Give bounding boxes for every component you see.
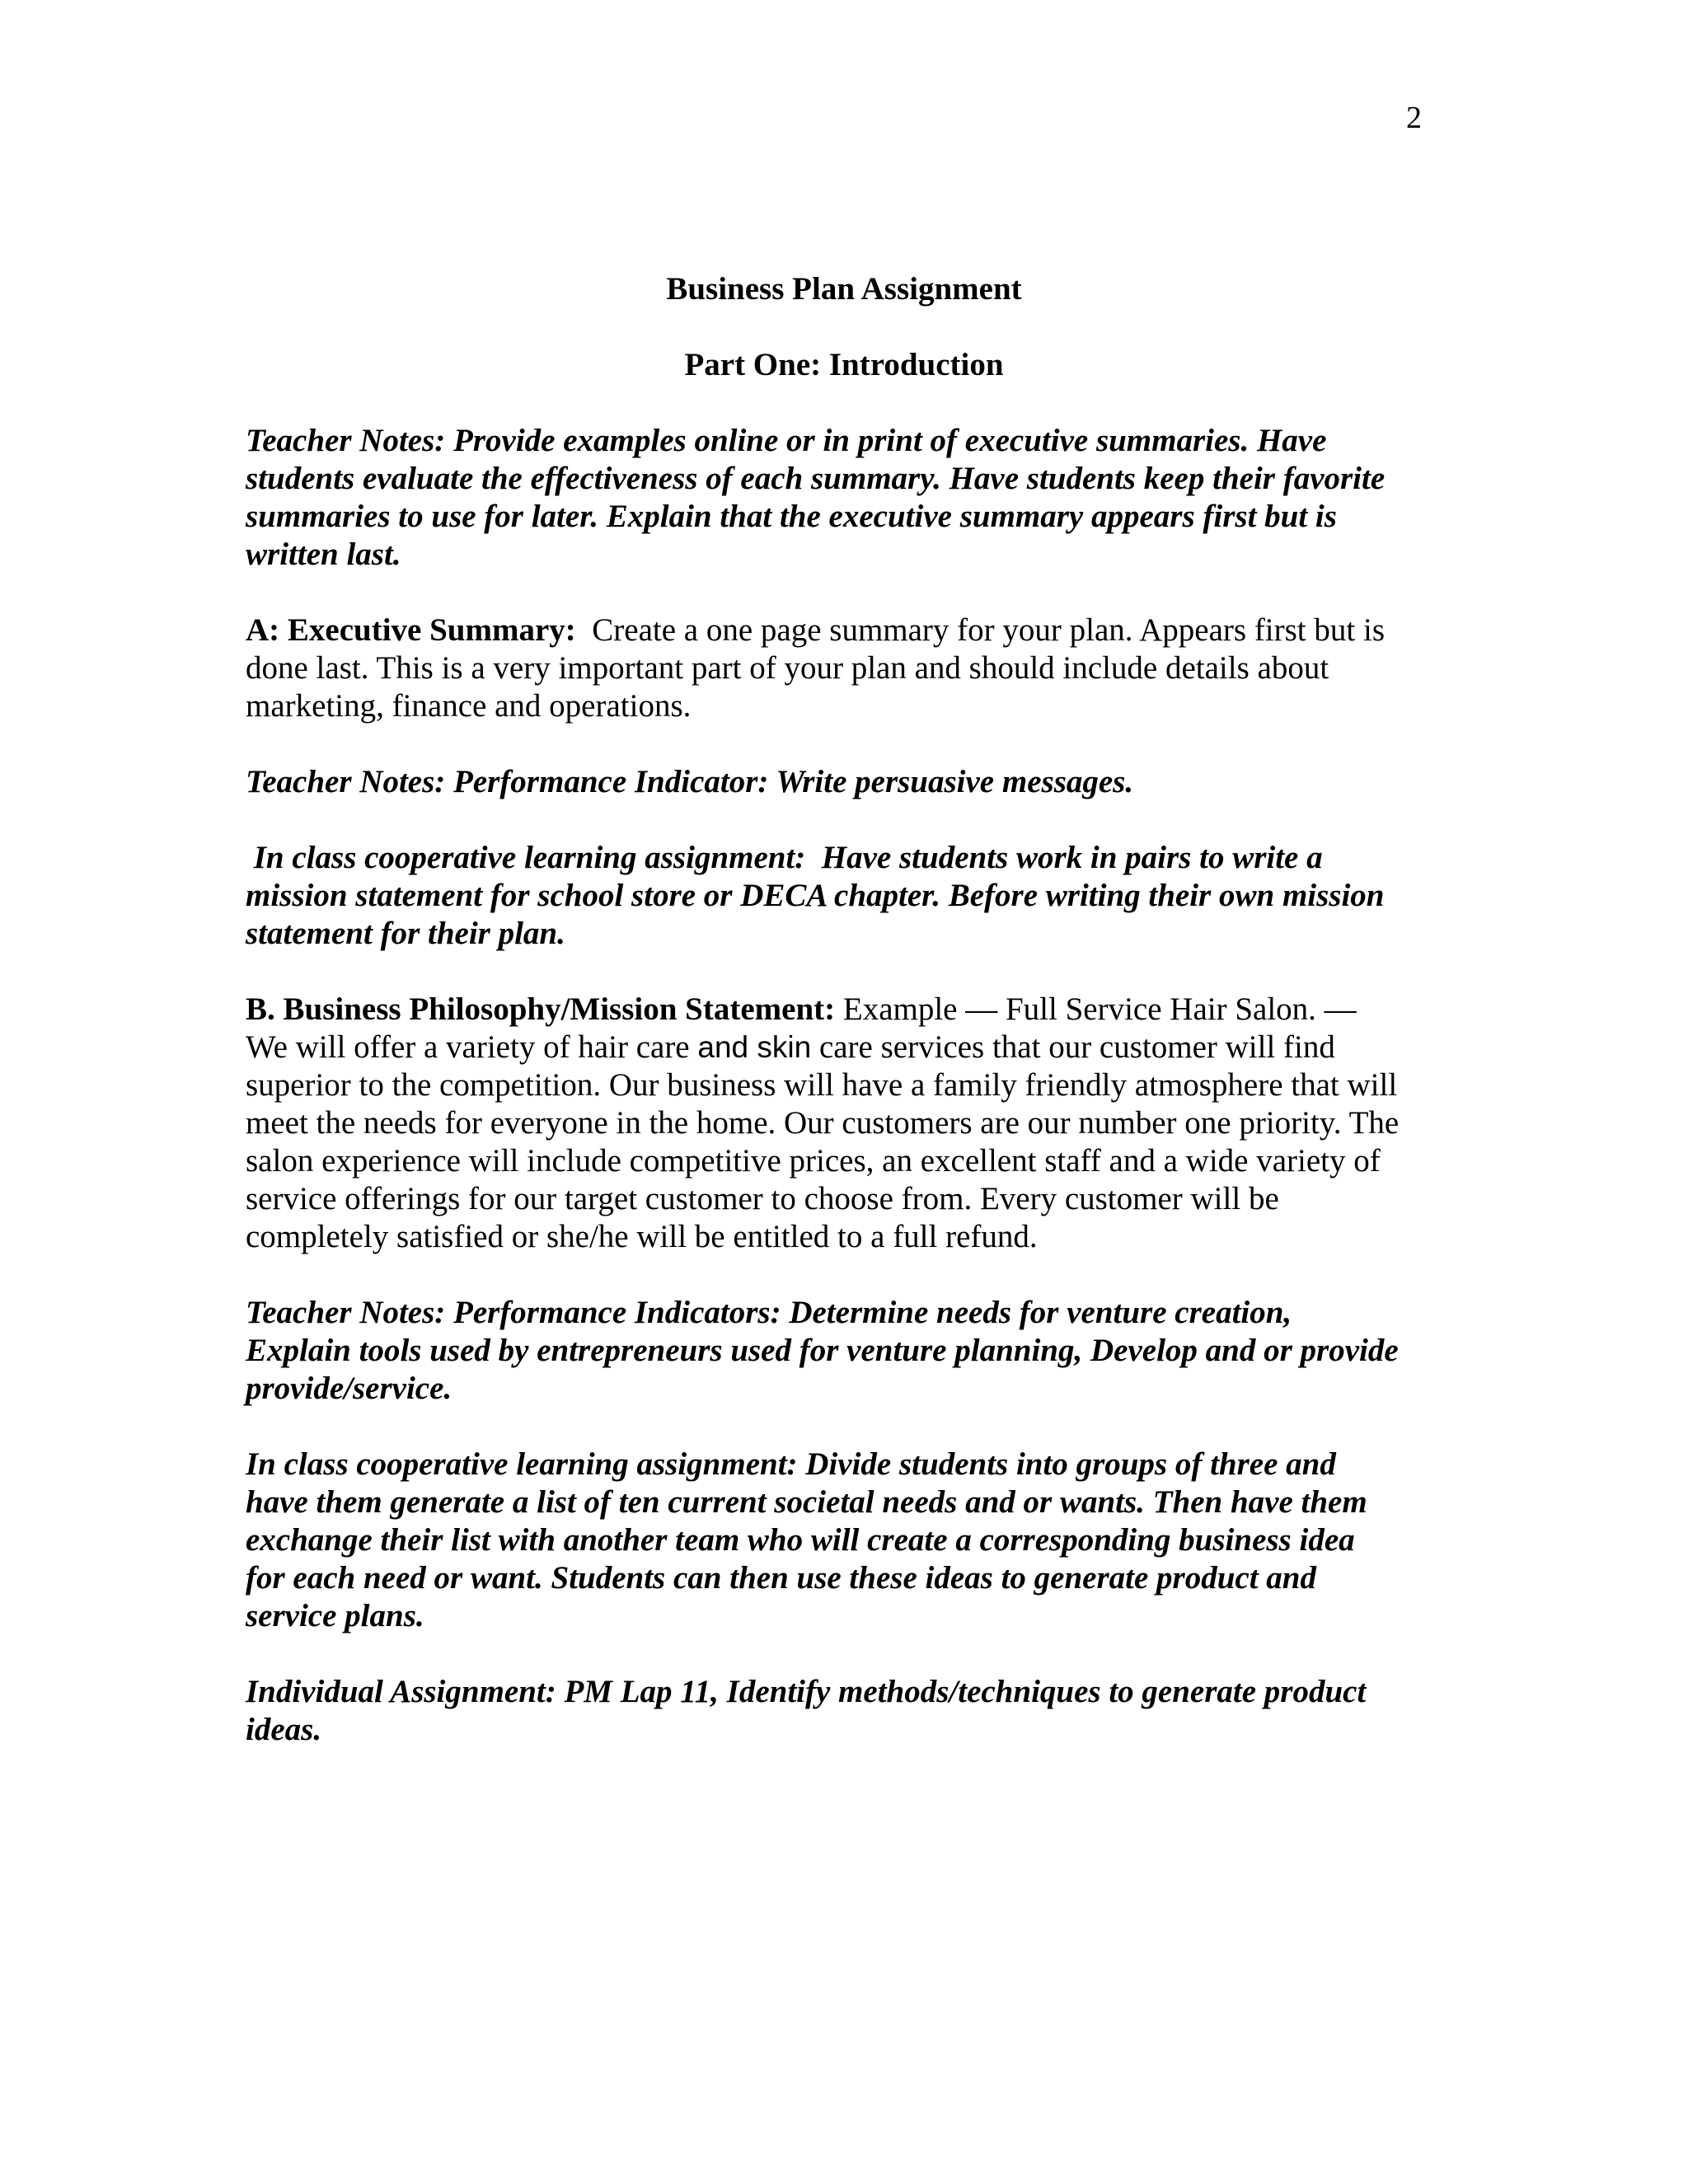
text-line: In class cooperative learning assignment: Have students work in pairs to write a xyxy=(246,840,1323,875)
section-b-label: B. Business Philosophy/Mission Statement: xyxy=(246,991,836,1027)
text-line: service offerings for our target customer to choose from. Every customer will be xyxy=(246,1181,1279,1216)
in-class-assignment-mission-statement xyxy=(246,839,1442,953)
document-subtitle: Part One: Introduction xyxy=(684,347,1004,382)
text-line: mission statement for school store or DECA chapter. Before writing their own mission xyxy=(246,878,1385,913)
document-body xyxy=(246,270,1442,1749)
text-line: for each need or want. Students can then use these ideas to generate product and xyxy=(246,1560,1316,1596)
section-a-text: Create a one page summary for your plan. Appears first but is xyxy=(575,612,1385,648)
teacher-notes-persuasive-messages xyxy=(246,763,1442,801)
text-line: marketing, finance and operations. xyxy=(246,688,692,724)
text-line: salon experience will include competitive prices, an excellent staff and a wide variety of xyxy=(246,1143,1381,1179)
text-line: written last. xyxy=(246,537,401,572)
page-number: 2 xyxy=(1406,101,1422,135)
section-b-text: We will offer a variety of hair care xyxy=(246,1029,698,1065)
text-line: Individual Assignment: PM Lap 11, Identify methods/techniques to generate product xyxy=(246,1674,1367,1709)
text-line: In class cooperative learning assignment: Divide students into groups of three and xyxy=(246,1446,1336,1482)
text-line: superior to the competition. Our business will have a family friendly atmosphere that will xyxy=(246,1067,1398,1103)
section-b-text: Example — Full Service Hair Salon. — xyxy=(835,991,1357,1027)
individual-assignment xyxy=(246,1673,1442,1749)
section-b-sans-text: and skin xyxy=(697,1030,812,1064)
text-line xyxy=(246,1029,1442,1066)
teacher-notes-venture-creation xyxy=(246,1294,1442,1408)
section-b-mission-statement xyxy=(246,991,1442,1256)
section-a-executive-summary xyxy=(246,612,1442,725)
text-line: done last. This is a very important part of your plan and should include details about xyxy=(246,650,1329,686)
text-line xyxy=(246,612,1442,649)
in-class-assignment-societal-needs xyxy=(246,1446,1442,1635)
text-line: exchange their list with another team who will create a corresponding business idea xyxy=(246,1522,1355,1558)
text-line: completely satisfied or she/he will be entitled to a full refund. xyxy=(246,1219,1038,1254)
text-line xyxy=(246,991,1442,1029)
text-line: service plans. xyxy=(246,1598,424,1633)
text-line: Teacher Notes: Provide examples online or in print of executive summaries. Have xyxy=(246,423,1327,458)
text-line: have them generate a list of ten current societal needs and or wants. Then have them xyxy=(246,1484,1367,1520)
text-line: meet the needs for everyone in the home. Our customers are our number one priority. The xyxy=(246,1105,1400,1141)
teacher-notes-executive-summary xyxy=(246,422,1442,574)
text-line: ideas. xyxy=(246,1712,322,1747)
document-title: Business Plan Assignment xyxy=(666,271,1022,307)
section-a-label: A: Executive Summary: xyxy=(246,612,576,648)
text-line: Teacher Notes: Performance Indicators: Determine needs for venture creation, xyxy=(246,1295,1292,1330)
section-b-text: care services that our customer will find xyxy=(811,1029,1335,1065)
text-line: Teacher Notes: Performance Indicator: Write persuasive messages. xyxy=(246,764,1134,799)
text-line: summaries to use for later. Explain that the executive summary appears first but is xyxy=(246,499,1337,534)
text-line: students evaluate the effectiveness of each summary. Have students keep their favorite xyxy=(246,461,1386,496)
text-line: statement for their plan. xyxy=(246,916,565,951)
text-line: Explain tools used by entrepreneurs used for venture planning, Develop and or provide xyxy=(246,1333,1399,1368)
text-line: provide/service. xyxy=(246,1371,452,1406)
